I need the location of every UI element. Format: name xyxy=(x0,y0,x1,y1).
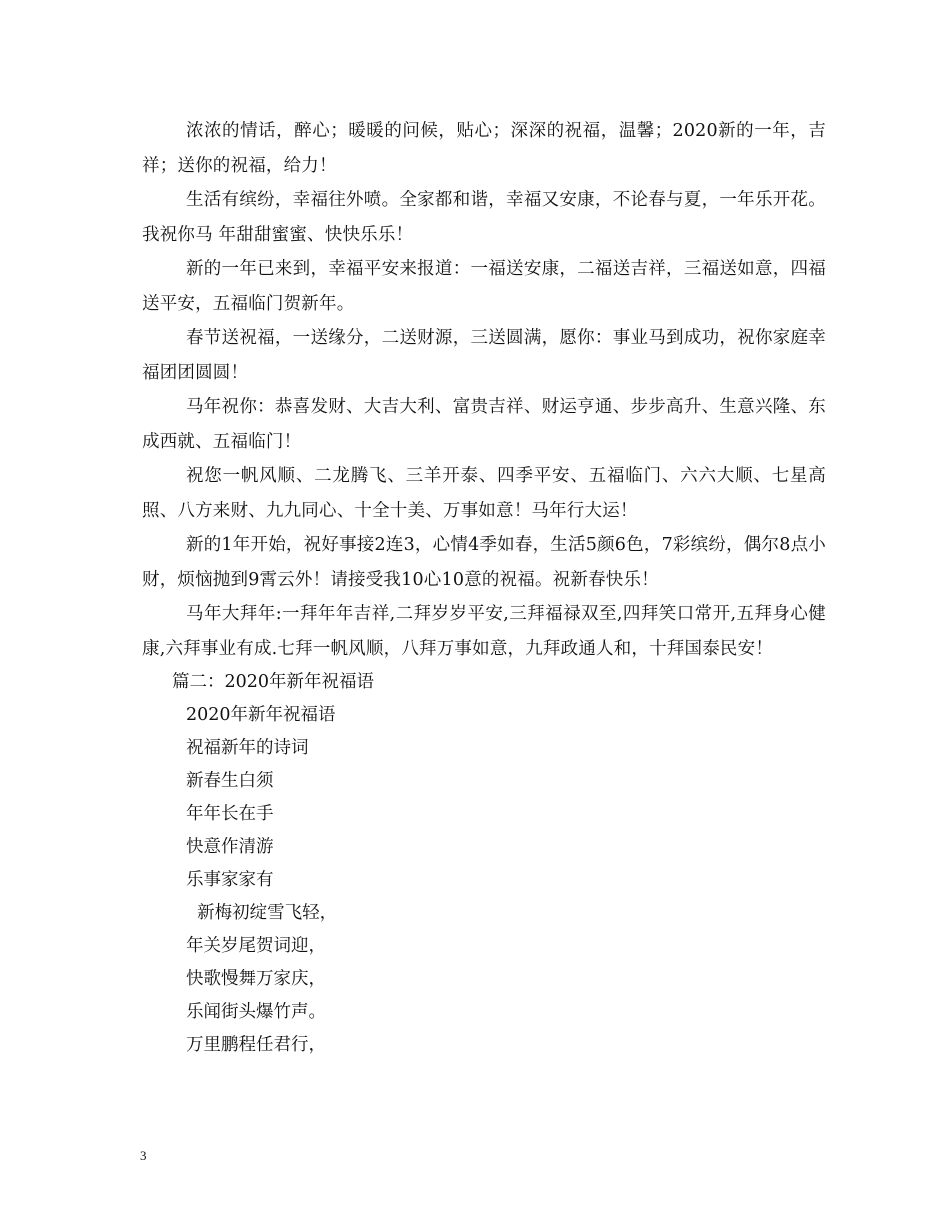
paragraph-2: 生活有缤纷，幸福往外喷。全家都和谐，幸福又安康，不论春与夏，一年乐开花。我祝你马 年甜甜蜜蜜、快快乐乐！ xyxy=(142,190,826,245)
poem-line-5: 快意作清游 xyxy=(186,837,274,857)
paragraph-7: 新的1年开始，祝好事接2连3，心情4季如春，生活5颜6色，7彩缤纷，偶尔8点小财，烦恼抛到9霄云外！请接受我10心10意的祝福。祝新春快乐！ xyxy=(142,535,826,590)
poem-line-9: 快歌慢舞万家庆， xyxy=(186,969,326,989)
poem-line-6: 乐事家家有 xyxy=(186,870,274,890)
section-heading: 篇二：2020年新年祝福语 xyxy=(172,672,375,692)
paragraph-5: 马年祝你：恭喜发财、大吉大利、富贵吉祥、财运亨通、步步高升、生意兴隆、东成西就、五福临门！ xyxy=(142,397,826,452)
document-body xyxy=(142,114,826,1062)
poem-line-1: 2020年新年祝福语 xyxy=(186,705,336,725)
paragraph-3: 新的一年已来到，幸福平安来报道：一福送安康，二福送吉祥，三福送如意，四福送平安，五福临门贺新年。 xyxy=(142,259,826,314)
page-number: 3 xyxy=(140,1148,147,1163)
poem-line-3: 新春生白须 xyxy=(186,771,274,791)
poem-line-7: 新梅初绽雪飞轻， xyxy=(186,903,338,923)
paragraph-8: 马年大拜年:一拜年年吉祥,二拜岁岁平安,三拜福禄双至,四拜笑口常开,五拜身心健康,六拜事业有成.七拜一帆风顺，八拜万事如意，九拜政通人和，十拜国泰民安！ xyxy=(142,604,826,659)
poem-line-11: 万里鹏程任君行， xyxy=(186,1035,326,1055)
poem-line-2: 祝福新年的诗词 xyxy=(186,738,309,758)
poem-line-4: 年年长在手 xyxy=(186,804,274,824)
poem-line-8: 年关岁尾贺词迎， xyxy=(186,936,326,956)
poem-line-10: 乐闻街头爆竹声。 xyxy=(186,1002,326,1022)
paragraph-6: 祝您一帆风顺、二龙腾飞、三羊开泰、四季平安、五福临门、六六大顺、七星高照、八方来财、九九同心、十全十美、万事如意！马年行大运！ xyxy=(142,466,826,521)
paragraph-1: 浓浓的情话，醉心；暖暖的问候，贴心；深深的祝福，温馨；2020新的一年，吉祥；送你的祝福，给力！ xyxy=(142,121,826,176)
paragraph-4: 春节送祝福，一送缘分，二送财源，三送圆满，愿你：事业马到成功，祝你家庭幸福团团圆圆！ xyxy=(142,328,826,383)
